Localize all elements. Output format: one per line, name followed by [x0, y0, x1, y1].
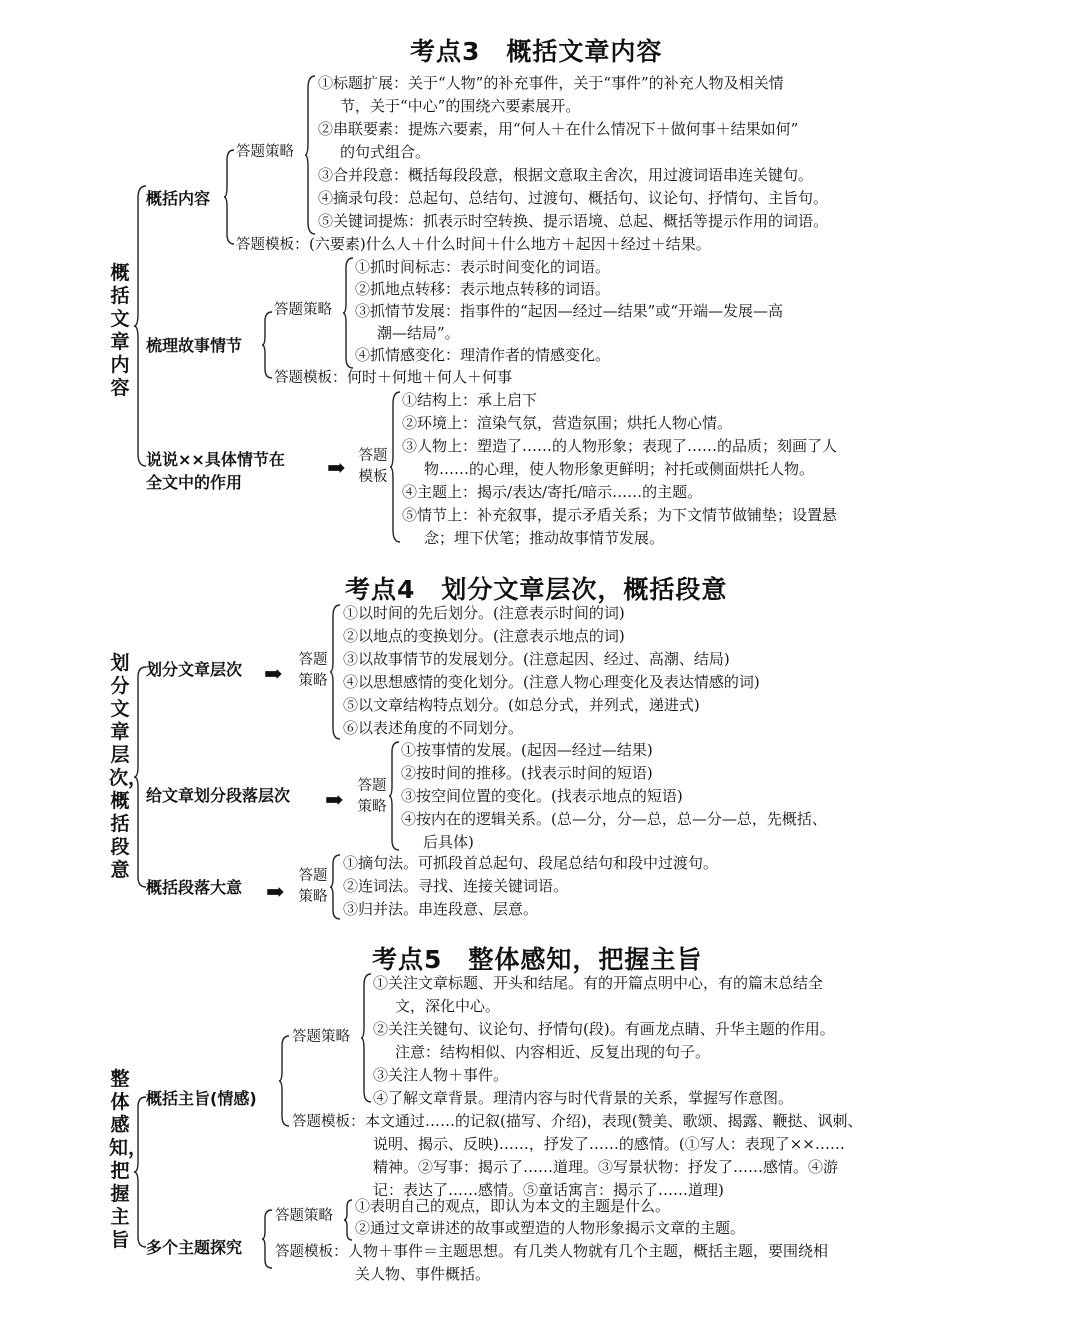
strategy-item: ④摘录句段：总起句、总结句、过渡句、概括句、议论句、抒情句、主旨句。 — [318, 189, 829, 207]
strategy-item: ④抓情感变化：理清作者的情感变化。 — [355, 346, 611, 364]
branch-brace-main-idea — [279, 1036, 291, 1126]
template-item: ⑤情节上：补充叙事，提示矛盾关系；为下文情节做铺垫；设置悬 — [402, 506, 838, 524]
template-item: ④主题上：揭示/表达/寄托/暗示……的主题。 — [402, 483, 703, 501]
strategy-item: ②连词法。寻找、连接关键词语。 — [343, 877, 569, 895]
branch-plot: 梳理故事情节 — [146, 336, 243, 355]
template-text-summarize: ：(六要素)什么人＋什么时间＋什么地方＋起因＋经过＋结果。 — [294, 235, 711, 253]
strategy-item: ③合并段意：概括每段段意，根据文意取主舍次，用过渡词语串连关键句。 — [318, 166, 814, 184]
strategy-item: ②串联要素：提炼六要素，用“何人＋在什么情况下＋做何事＋结果如何” — [318, 120, 799, 138]
strategy-brace-meaning — [330, 855, 342, 919]
template-row-plot — [274, 366, 512, 390]
strategy-item: ⑥以表述角度的不同划分。 — [343, 719, 524, 737]
strategy-item: ①表明自己的观点，即认为本文的主题是什么。 — [355, 1197, 671, 1215]
strategy-label-plot: 答题策略 — [274, 302, 332, 318]
template-line: 说明、揭示、反映)……，抒发了……的感情。(①写人：表现了××…… — [373, 1135, 845, 1153]
strategy-label-meaning: 答题策略 — [298, 868, 328, 905]
strategy-brace-divide — [330, 605, 342, 739]
strategy-item: 注意：结构相似、内容相近、反复出现的句子。 — [395, 1043, 711, 1061]
section-3-root-label: 概括文章内容 — [110, 262, 130, 399]
strategy-item: ②按时间的推移。(找表示时间的短语) — [401, 764, 653, 782]
template-label-plot: 答题模板 — [274, 370, 332, 386]
strategy-brace-summarize — [305, 76, 317, 234]
template-row-main-idea — [292, 1110, 863, 1134]
branch-multi-theme: 多个主题探究 — [146, 1238, 243, 1257]
template-line: 记：表达了……感情。⑤童话寓言：揭示了……道理) — [373, 1181, 724, 1199]
root-brace-5 — [134, 1097, 148, 1247]
strategy-label-divide: 答题策略 — [298, 652, 328, 689]
section-4-root-label: 划分文章层次，概括段意 — [109, 652, 148, 881]
template-item: ③人物上：塑造了……的人物形象；表现了……的品质；刻画了人 — [402, 437, 838, 455]
strategy-item: ②抓地点转移：表示地点转移的词语。 — [355, 280, 611, 298]
strategy-item: 后具体) — [423, 833, 474, 851]
template-text-main-idea: ：本文通过……的记叙(描写、介绍)，表现(赞美、歌颂、揭露、鞭挞、讽刺、 — [350, 1112, 863, 1130]
strategy-item: 节，关于“中心”的围绕六要素展开。 — [340, 97, 581, 115]
root-brace-4 — [134, 667, 148, 887]
strategy-brace-plot — [343, 258, 355, 368]
strategy-item: ⑤以文章结构特点划分。(如总分式，并列式，递进式) — [343, 696, 700, 714]
arrow-icon: ➡ — [325, 787, 344, 813]
strategy-item: ④以思想感情的变化划分。(注意人物心理变化及表达情感的词) — [343, 673, 760, 691]
branch-plot-role-line1: 说说××具体情节在 — [146, 450, 285, 469]
strategy-item: ①标题扩展：关于“人物”的补充事件，关于“事件”的补充人物及相关情 — [318, 74, 784, 92]
strategy-item: ①摘句法。可抓段首总起句、段尾总结句和段中过渡句。 — [343, 854, 719, 872]
strategy-label-main-idea: 答题策略 — [292, 1029, 350, 1045]
strategy-item: ③关注人物＋事件。 — [373, 1066, 509, 1084]
strategy-item: 文，深化中心。 — [395, 997, 501, 1015]
arrow-icon: ➡ — [327, 455, 346, 481]
template-line: 精神。②写事：揭示了……道理。③写景状物：抒发了……感情。④游 — [373, 1158, 839, 1176]
strategy-item: ①按事情的发展。(起因—经过—结果) — [401, 741, 653, 759]
strategy-item: 的句式组合。 — [340, 143, 431, 161]
branch-paragraph-layers: 给文章划分段落层次 — [146, 786, 291, 805]
template-label-main-idea: 答题模板 — [292, 1114, 350, 1130]
template-item: ②环境上：渲染气氛，营造氛围；烘托人物心情。 — [402, 414, 733, 432]
template-item: 念；埋下伏笔；推动故事情节发展。 — [424, 529, 665, 547]
branch-brace-plot — [262, 312, 274, 378]
strategy-item: ③按空间位置的变化。(找表示地点的短语) — [401, 787, 683, 805]
template-text-multi-theme: ：人物＋事件＝主题思想。有几类人物就有几个主题，概括主题，要围绕相 — [333, 1242, 829, 1260]
strategy-label-paragraph: 答题策略 — [357, 778, 387, 815]
section-3-title: 考点3 概括文章内容 — [410, 37, 663, 66]
strategy-item: ④了解文章背景。理清内容与时代背景的关系，掌握写作意图。 — [373, 1089, 794, 1107]
branch-brace-summarize — [224, 150, 236, 244]
strategy-item: ⑤关键词提炼：抓表示时空转换、提示语境、总起、概括等提示作用的词语。 — [318, 212, 829, 230]
arrow-icon: ➡ — [266, 879, 285, 905]
strategy-item: ④按内在的逻辑关系。(总—分，分—总，总—分—总，先概括、 — [401, 810, 827, 828]
root-brace-3 — [134, 186, 148, 466]
template-label-multi-theme: 答题模板 — [275, 1244, 333, 1260]
template-row-summarize — [236, 233, 711, 257]
template-row-multi-theme — [275, 1240, 828, 1264]
strategy-brace-main-idea — [361, 974, 373, 1102]
strategy-item: ③抓情节发展：指事件的“起因—经过—结果”或“开端—发展—高 — [355, 302, 784, 320]
strategy-item: ①以时间的先后划分。(注意表示时间的词) — [343, 604, 625, 622]
strategy-item: ①抓时间标志：表示时间变化的词语。 — [355, 258, 611, 276]
section-4-title: 考点4 划分文章层次，概括段意 — [345, 575, 728, 604]
strategy-item: ③以故事情节的发展划分。(注意起因、经过、高潮、结局) — [343, 650, 730, 668]
branch-paragraph-meaning: 概括段落大意 — [146, 878, 243, 897]
strategy-label-summarize: 答题策略 — [236, 144, 294, 160]
template-item: ①结构上：承上启下 — [402, 391, 538, 409]
template-label-plot-role: 答题模板 — [358, 448, 388, 485]
branch-brace-multi-theme — [262, 1210, 274, 1268]
strategy-item: ①关注文章标题、开头和结尾。有的开篇点明中心，有的篇末总结全 — [373, 974, 824, 992]
section-5-title: 考点5 整体感知，把握主旨 — [372, 945, 703, 974]
branch-summarize-content: 概括内容 — [146, 189, 211, 208]
strategy-item: ③归并法。串连段意、层意。 — [343, 900, 539, 918]
strategy-item: ②关注关键句、议论句、抒情句(段)。有画龙点睛、升华主题的作用。 — [373, 1020, 835, 1038]
branch-divide-layers: 划分文章层次 — [146, 660, 243, 679]
template-label-summarize: 答题模板 — [236, 237, 294, 253]
strategy-item: 潮—结局”。 — [377, 324, 460, 342]
strategy-brace-paragraph — [389, 742, 401, 850]
template-brace-plot-role — [390, 392, 402, 542]
section-5-root-label: 整体感知，把握主旨 — [109, 1068, 148, 1251]
template-line: 关人物、事件概括。 — [355, 1265, 491, 1283]
arrow-icon: ➡ — [264, 661, 283, 687]
strategy-label-multi-theme: 答题策略 — [275, 1208, 333, 1224]
branch-plot-role-line2: 全文中的作用 — [146, 473, 243, 492]
strategy-item: ②以地点的变换划分。(注意表示地点的词) — [343, 627, 625, 645]
template-text-plot: ：何时＋何地＋何人＋何事 — [332, 368, 513, 386]
template-item: 物……的心理，使人物形象更鲜明；衬托或侧面烘托人物。 — [424, 460, 815, 478]
branch-main-idea: 概括主旨(情感) — [146, 1089, 257, 1108]
strategy-brace-multi-theme — [344, 1200, 354, 1240]
strategy-item: ②通过文章讲述的故事或塑造的人物形象揭示文章的主题。 — [355, 1219, 746, 1237]
